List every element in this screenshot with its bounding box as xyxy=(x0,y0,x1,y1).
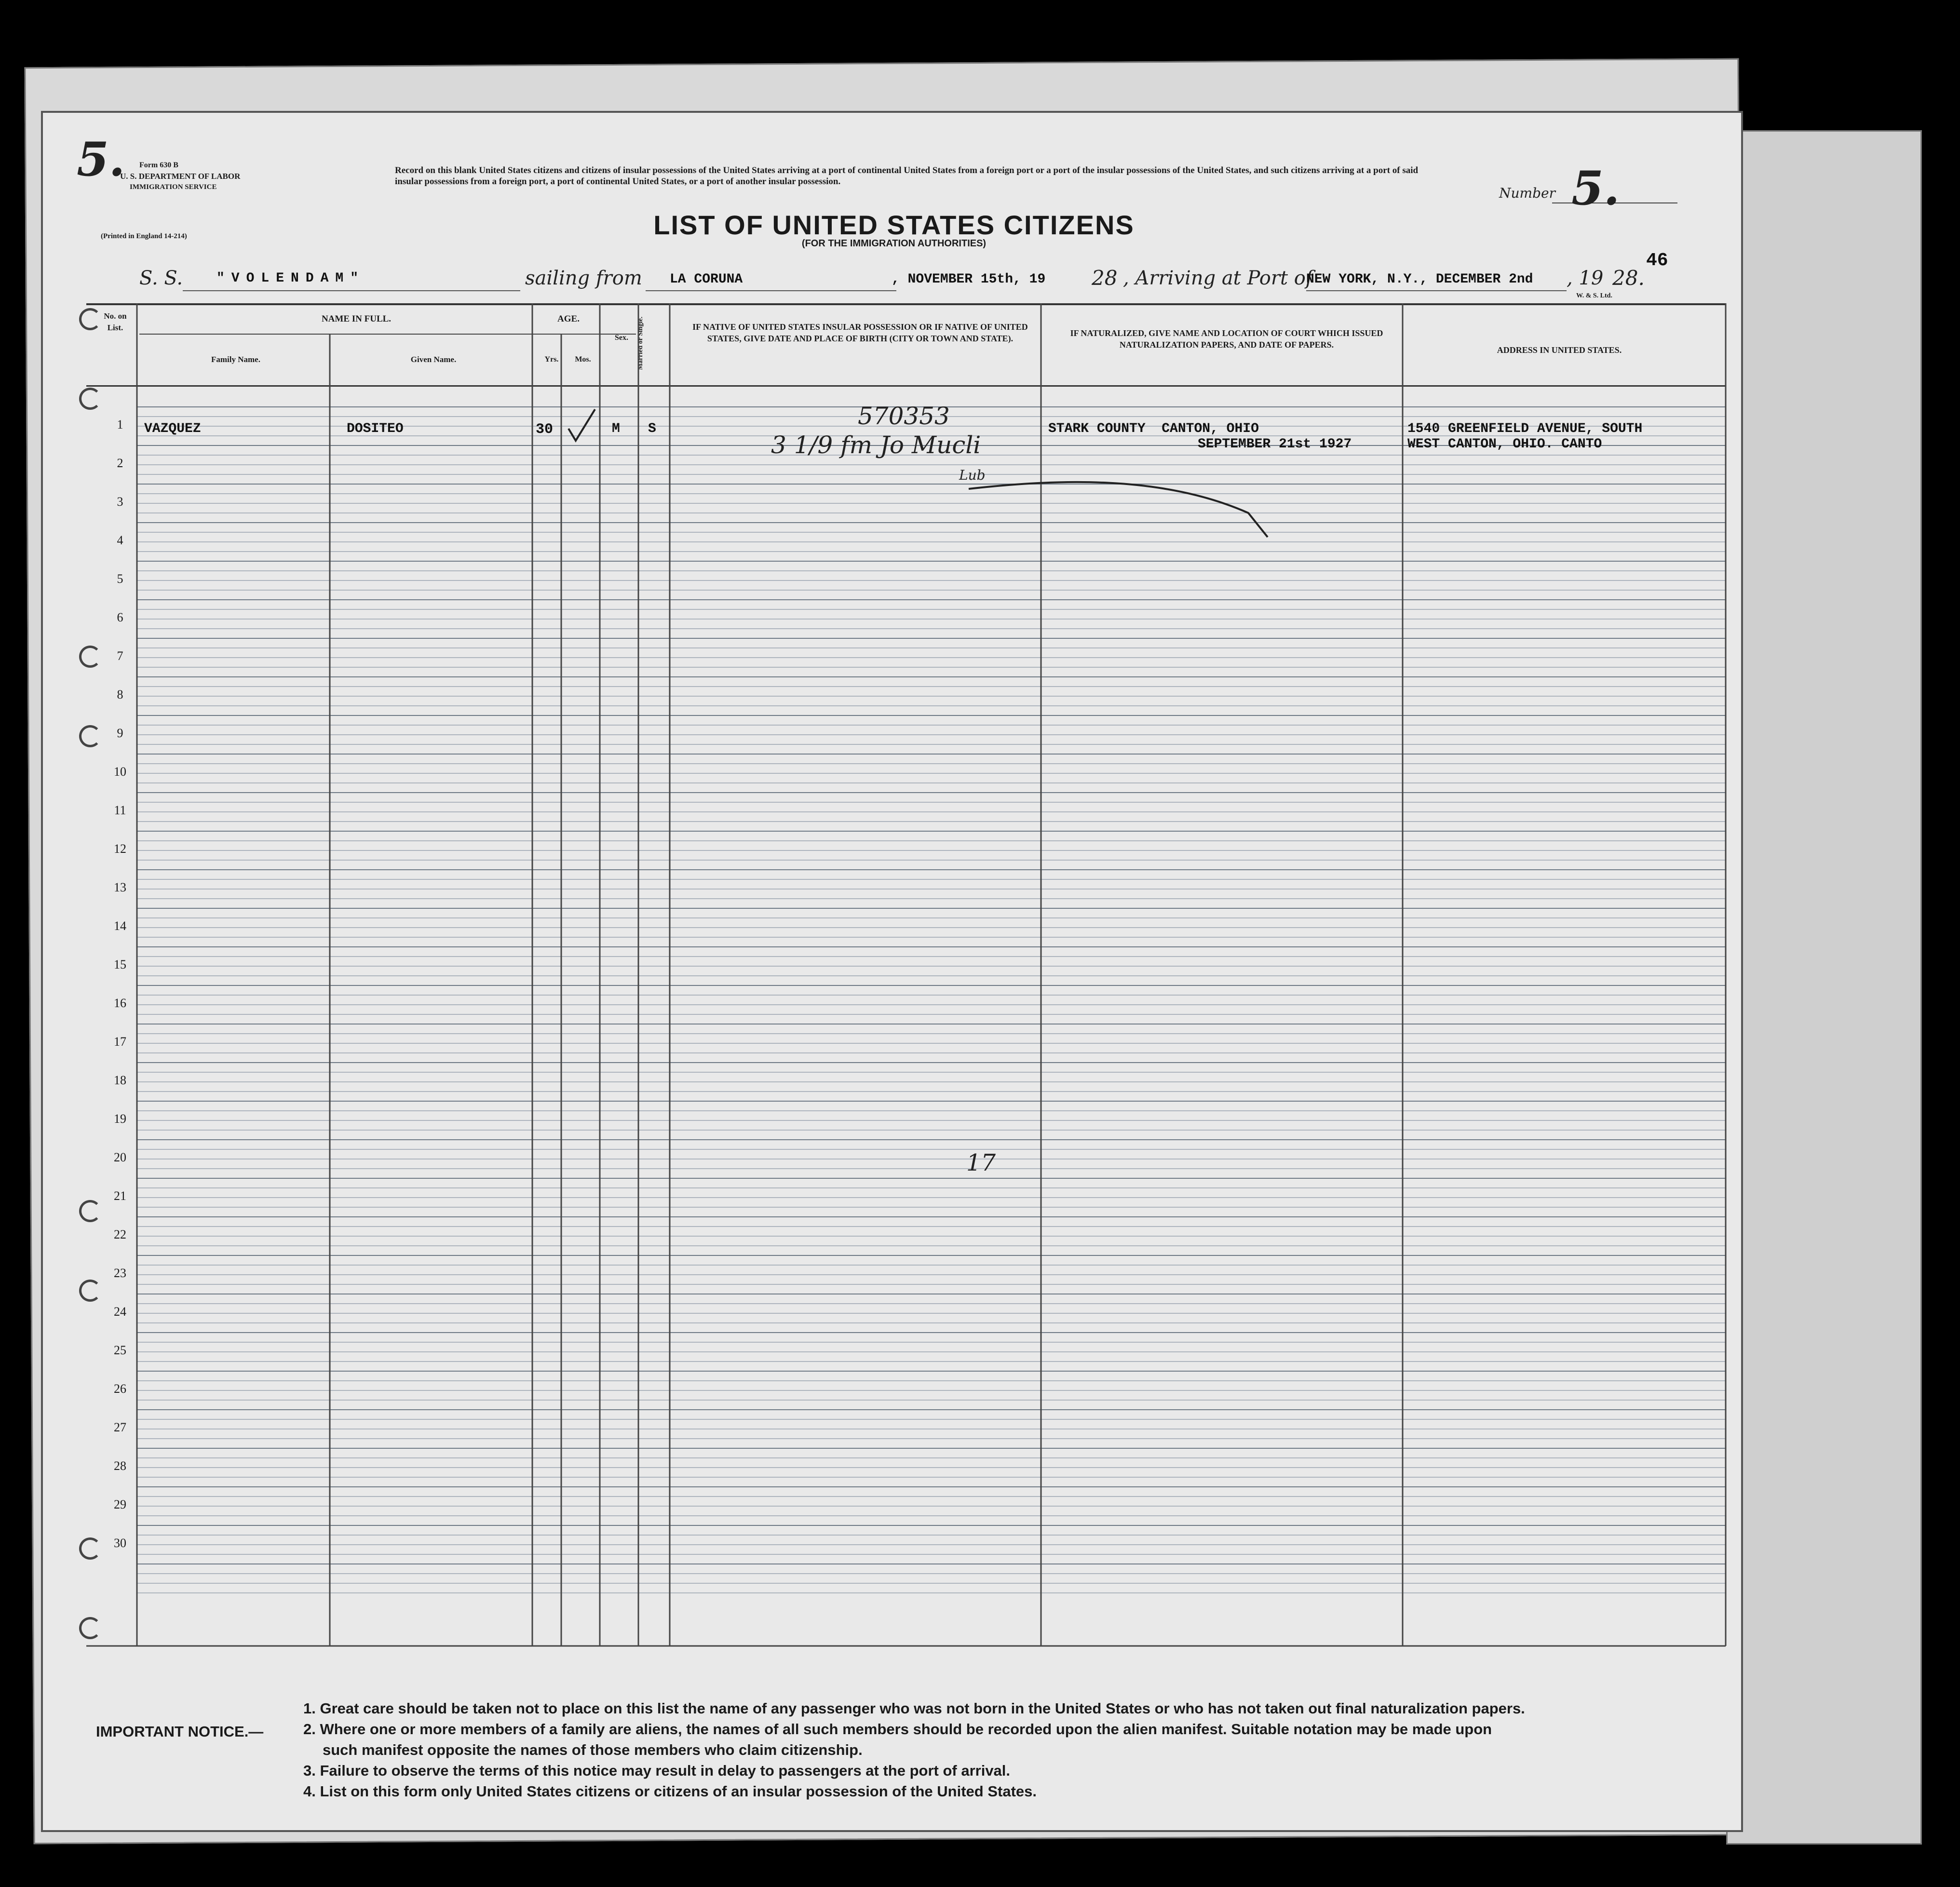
punch-hole xyxy=(79,646,101,668)
row-number: 26 xyxy=(114,1382,126,1396)
entry-court-line1: STARK COUNTY CANTON, OHIO xyxy=(1048,421,1259,436)
punch-hole xyxy=(79,308,101,330)
sailing-year: 28 xyxy=(1092,266,1118,290)
arriving-label: , Arriving at Port of xyxy=(1123,267,1313,289)
row-number: 6 xyxy=(117,610,123,624)
row-number: 19 xyxy=(114,1112,126,1126)
col-married: Married or Single. xyxy=(637,316,644,370)
col-address: ADDRESS IN UNITED STATES. xyxy=(1497,345,1622,355)
arrival-suffix: , 19 xyxy=(1567,267,1604,289)
manifest-sheet xyxy=(41,111,1743,1832)
col-birth: IF NATIVE OF UNITED STATES INSULAR POSSESSION OR IF NATIVE OF UNITED STATES, GIVE DATE AND PLACE OF BIRTH (CITY OR TOWN AND STATE). xyxy=(692,322,1028,343)
entry-marital: S xyxy=(648,421,656,436)
service: IMMIGRATION SERVICE xyxy=(130,183,217,191)
row-number: 21 xyxy=(114,1189,126,1203)
col-given: Given Name. xyxy=(410,355,457,364)
notice-item-4: 4. List on this form only United States citizens or citizens of an insular possession of the United States. xyxy=(303,1783,1037,1800)
punch-hole xyxy=(79,1280,101,1302)
row-number: 8 xyxy=(117,687,123,701)
check-mark xyxy=(564,407,602,445)
row-number: 28 xyxy=(114,1459,126,1473)
punch-hole xyxy=(79,1537,101,1560)
row-number: 2 xyxy=(117,456,123,470)
col-sex: Sex. xyxy=(615,334,628,342)
entry-address-line2: WEST CANTON, OHIO. CANTO xyxy=(1407,437,1602,452)
instructions: Record on this blank United States citizens and citizens of insular possessions of the United States arriving at a port of continental United States from a foreign port or a port of the insular possessions of the United States, and such citizens arriving at a port of said insular possessions from a foreign port, a port of continental United States, or a port of another insular possession. xyxy=(395,165,1419,187)
page-subtitle: (FOR THE IMMIGRATION AUTHORITIES) xyxy=(801,238,987,249)
row-number: 12 xyxy=(114,842,126,856)
row-number: 25 xyxy=(114,1343,126,1357)
ss-label: S. S. xyxy=(139,267,183,289)
notice-item-1: 1. Great care should be taken not to place on this list the name of any passenger who was not born in the United States or who has not taken out final naturalization papers. xyxy=(303,1700,1525,1717)
row-number: 11 xyxy=(114,803,126,817)
page-number: 46 xyxy=(1646,250,1668,271)
row-number: 24 xyxy=(114,1305,126,1319)
col-naturalized: IF NATURALIZED, GIVE NAME AND LOCATION OF COURT WHICH ISSUED NATURALIZATION PAPERS, AND DATE OF PAPERS. xyxy=(1070,328,1383,350)
col-mos: Mos. xyxy=(575,355,591,364)
form-number: Form 630 B xyxy=(139,161,178,169)
notice-item-3: 3. Failure to observe the terms of this notice may result in delay to passengers at the port of arrival. xyxy=(303,1762,1011,1779)
entry-given-name: DOSITEO xyxy=(347,421,404,436)
notice-item-2: 2. Where one or more members of a family are aliens, the names of all such members should be recorded upon the alien manifest. Suitable notation may be made upon xyxy=(303,1721,1492,1738)
notice-heading: IMPORTANT NOTICE.— xyxy=(96,1723,264,1740)
arrival-port: NEW YORK, N.Y., DECEMBER 2nd xyxy=(1306,272,1533,287)
table-grid xyxy=(43,113,1743,1832)
row-number: 20 xyxy=(114,1150,126,1164)
col-yrs: Yrs. xyxy=(544,355,559,364)
row-number: 13 xyxy=(114,880,126,894)
sailing-label: sailing from xyxy=(525,267,642,289)
arrival-year: 28. xyxy=(1612,266,1645,290)
punch-hole xyxy=(79,388,101,410)
punch-hole xyxy=(79,1617,101,1639)
printed-note: (Printed in England 14-214) xyxy=(101,232,187,240)
handwritten-cert-number: 570353 xyxy=(858,402,950,430)
row-number: 14 xyxy=(114,919,126,933)
stamp-number: 5. xyxy=(77,132,125,187)
handwritten-flourish xyxy=(959,470,1297,547)
row-number: 9 xyxy=(117,726,123,740)
row-number: 27 xyxy=(114,1420,126,1434)
col-name-in-full: NAME IN FULL. xyxy=(321,314,392,324)
entry-address-line1: 1540 GREENFIELD AVENUE, SOUTH xyxy=(1407,421,1643,436)
row-number: 16 xyxy=(114,996,126,1010)
row-number: 7 xyxy=(117,649,123,663)
row-number: 5 xyxy=(117,572,123,586)
row-number: 17 xyxy=(114,1035,126,1049)
handwritten-page-mark: 17 xyxy=(966,1149,996,1176)
punch-hole xyxy=(79,1200,101,1222)
entry-family-name: VAZQUEZ xyxy=(144,421,201,436)
printer-mark: W. & S. Ltd. xyxy=(1576,292,1612,299)
row-number: 29 xyxy=(114,1497,126,1511)
row-number: 22 xyxy=(114,1227,126,1241)
row-number: 10 xyxy=(114,765,126,779)
from-port: LA CORUNA xyxy=(670,272,743,287)
row-number: 1 xyxy=(117,418,123,431)
number-label: Number xyxy=(1499,185,1555,201)
notice-item-2-cont: such manifest opposite the names of those members who claim citizenship. xyxy=(323,1741,863,1758)
row-number: 4 xyxy=(117,533,123,547)
row-number: 30 xyxy=(114,1536,126,1550)
department: U. S. DEPARTMENT OF LABOR xyxy=(120,172,241,181)
handwritten-note: 3 1/9 fm Jo Mucli xyxy=(771,431,981,459)
number-value: 5. xyxy=(1571,161,1620,216)
col-age: AGE. xyxy=(557,314,580,324)
sailing-date: , NOVEMBER 15th, 19 xyxy=(892,272,1046,287)
punch-hole xyxy=(79,725,101,747)
ship-name: "VOLENDAM" xyxy=(216,271,365,286)
entry-sex: M xyxy=(612,421,620,436)
back-sheet-right xyxy=(1726,130,1922,1845)
handwritten-sub: Lub xyxy=(959,467,986,483)
entry-age: 30 xyxy=(536,421,554,438)
row-number: 3 xyxy=(117,495,123,509)
col-family: Family Name. xyxy=(211,355,260,364)
entry-court-line2: SEPTEMBER 21st 1927 xyxy=(1198,437,1352,452)
page-title: LIST OF UNITED STATES CITIZENS xyxy=(653,210,1135,240)
col-no: No. on List. xyxy=(104,311,127,332)
row-number: 15 xyxy=(114,957,126,971)
row-number: 18 xyxy=(114,1073,126,1087)
row-number: 23 xyxy=(114,1266,126,1280)
